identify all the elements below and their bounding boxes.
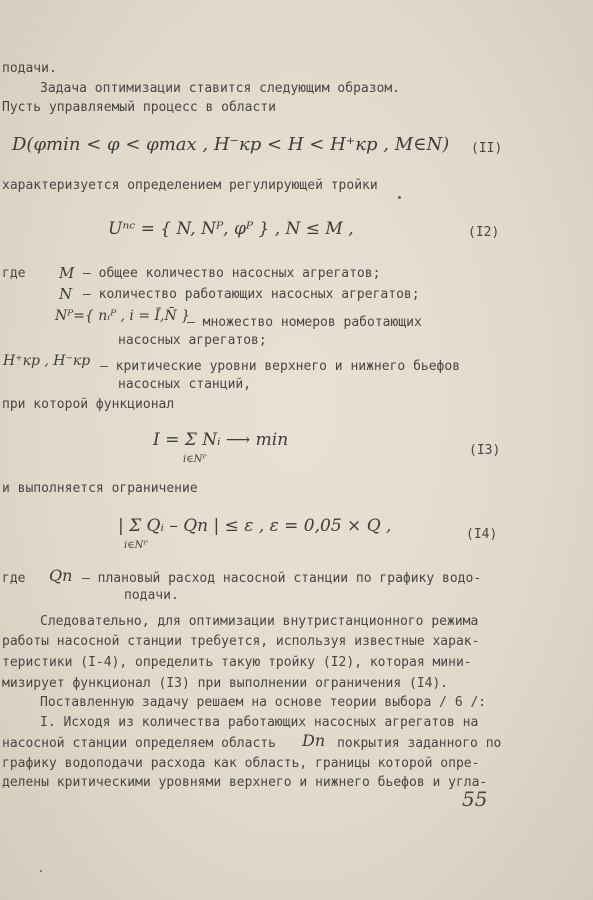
symbol-qn: Qп [49,566,73,585]
text-line: I. Исходя из количества работающих насосных агрегатов на [40,715,479,730]
text-line: где [2,266,26,281]
text-line: характеризуется определением регулирующей тройки [2,178,378,193]
text-line: где [2,571,26,586]
text-line: теристики (I-4), определить такую тройку (I2), которая мини- [2,655,472,670]
text-line: – плановый расход насосной станции по графику водо- [82,571,482,586]
text-line: Следовательно, для оптимизации внутристанционного режима [40,614,479,629]
formula-constraint: | Σ Qᵢ – Qп | ≤ ε , ε = 0,05 × Q , [118,516,392,536]
text-line: работы насосной станции требуется, используя известные харак- [2,634,480,649]
formula-control-triple: Uⁿᶜ = { N, Nᴾ, φᴾ } , N ≤ M , [108,219,354,239]
equation-number: (I4) [466,527,498,542]
text-line: подачи. [2,61,57,76]
text-line: Задача оптимизации ставится следующим образом. [40,81,401,96]
text-line: и выполняется ограничение [2,481,198,496]
text-line: насосной станции определяем область [2,736,276,751]
ink-dot [398,196,401,199]
symbol-h-critical: H⁺кр , H⁻кр [3,353,91,369]
symbol-dn: Dп [302,731,326,750]
text-line: Пусть управляемый процесс в области [2,100,276,115]
page-number: 55 [462,787,488,811]
equation-number: (I3) [469,443,501,458]
formula-region-d: D(φmin < φ < φmax , H⁻кр < H < H⁺кр , M∈N) [12,134,450,155]
text-line: насосных агрегатов; [118,333,267,348]
text-line: мизирует функционал (I3) при выполнении ограничения (I4). [2,676,449,691]
symbol-m: M [59,264,75,282]
text-line: насосных станций, [118,377,252,392]
text-line: – множество номеров работающих [187,315,422,330]
text-line: – общее количество насосных агрегатов; [83,266,381,281]
equation-number: (I2) [468,225,500,240]
symbol-n: N [59,285,73,303]
text-line: подачи. [124,588,179,603]
formula-subscript: i∈Nᴾ [124,540,148,551]
symbol-np-set: Nᴾ={ nᵢᴾ , i = Ī,N̄ } [55,308,191,324]
text-line: при которой функционал [2,397,175,412]
text-line: делены критическими уровнями верхнего и нижнего бьефов и угла- [2,775,488,790]
text-line: – критические уровни верхнего и нижнего бьефов [100,359,461,374]
text-line: – количество работающих насосных агрегатов; [83,287,420,302]
formula-subscript: i∈Nᴾ [183,454,207,465]
text-line: покрытия заданного по [337,736,502,751]
text-line: Поставленную задачу решаем на основе теории выбора / 6 /: [40,695,487,710]
formula-functional: I = Σ Nᵢ ⟶ min [153,430,289,450]
text-line: графику водоподачи расхода как область, границы которой опре- [2,756,480,771]
equation-number: (II) [471,141,503,156]
ink-speck [40,870,42,872]
